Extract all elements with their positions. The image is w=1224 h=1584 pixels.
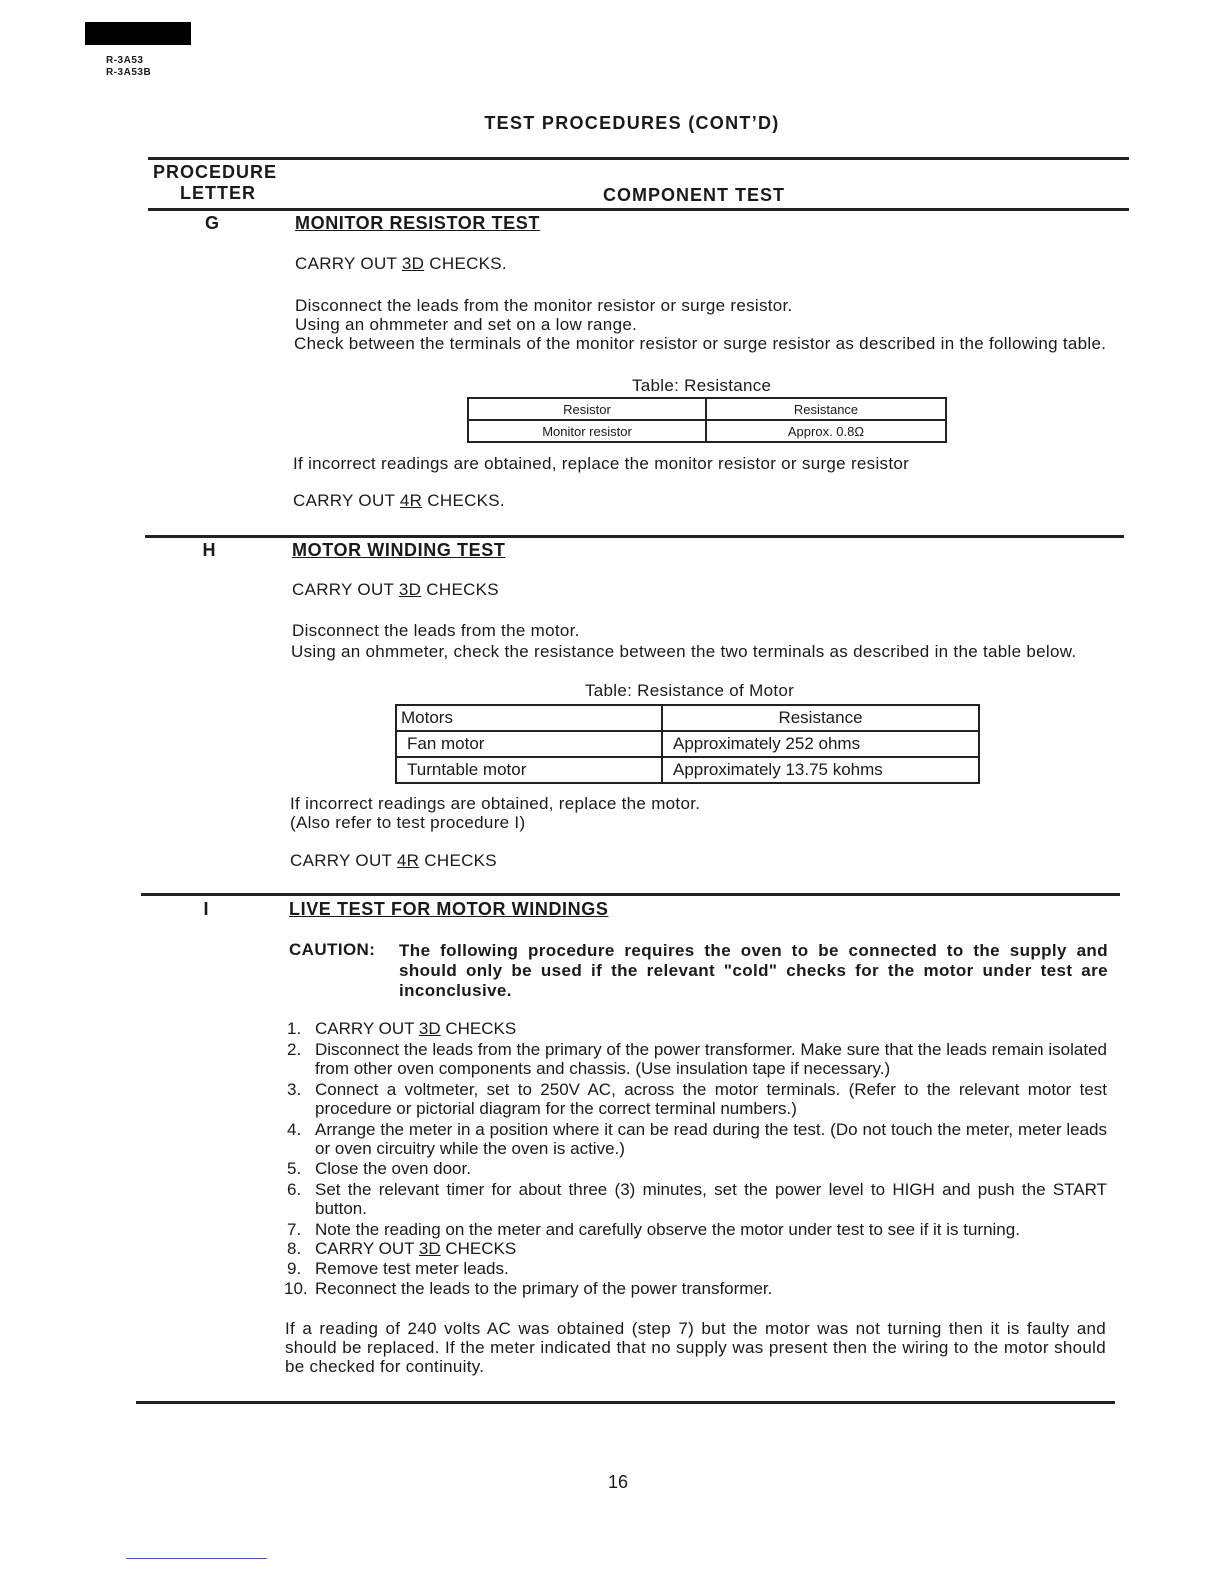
instruction-line: (Also refer to test procedure I) xyxy=(290,813,526,832)
table-header-row xyxy=(396,705,979,731)
section-rule xyxy=(145,535,1124,538)
procedure-letter-h: H xyxy=(202,540,216,560)
instruction-line: Check between the terminals of the monitor resistor or surge resistor as described in the following table. xyxy=(294,334,1107,353)
component-test-header: COMPONENT TEST xyxy=(603,185,786,205)
table-cell: Monitor resistor xyxy=(468,420,706,442)
instruction-line: If incorrect readings are obtained, replace the motor. xyxy=(290,794,701,813)
carry-out-3d: CARRY OUT 3D CHECKS. xyxy=(295,254,507,273)
bottom-rule xyxy=(136,1401,1115,1404)
table-cell: Approximately 13.75 kohms xyxy=(662,757,979,783)
table-cell: Approximately 252 ohms xyxy=(662,731,979,757)
section-title-motor-winding: MOTOR WINDING TEST xyxy=(292,540,506,560)
instruction-line: If incorrect readings are obtained, replace the monitor resistor or surge resistor xyxy=(293,454,910,473)
section-title-monitor-resistor: MONITOR RESISTOR TEST xyxy=(295,213,540,233)
table-row xyxy=(396,757,979,783)
table-caption: Table: Resistance of Motor xyxy=(585,681,795,700)
procedure-letter-i: I xyxy=(203,899,209,919)
carry-out-4r: CARRY OUT 4R CHECKS xyxy=(290,851,497,870)
page-number: 16 xyxy=(608,1472,629,1492)
table-header-cell: Resistance xyxy=(662,705,979,731)
page-title: TEST PROCEDURES (CONT’D) xyxy=(484,113,780,133)
top-rule xyxy=(148,157,1129,160)
instruction-line: Using an ohmmeter and set on a low range. xyxy=(295,315,638,334)
procedure-letter-g: G xyxy=(204,213,219,233)
instruction-line: Disconnect the leads from the motor. xyxy=(292,621,580,640)
table-cell: Fan motor xyxy=(396,731,662,757)
table-header-cell: Motors xyxy=(396,705,662,731)
carry-out-3d: CARRY OUT 3D CHECKS xyxy=(292,580,499,599)
section-title-live-test: LIVE TEST FOR MOTOR WINDINGS xyxy=(289,899,609,919)
procedure-letter-header-2: LETTER xyxy=(180,183,256,203)
table-header-row xyxy=(468,398,946,420)
instruction-line: Using an ohmmeter, check the resistance between the two terminals as described in the table below. xyxy=(291,642,1077,661)
carry-out-4r: CARRY OUT 4R CHECKS. xyxy=(293,491,505,510)
header-rule xyxy=(148,208,1129,211)
table-header-cell: Resistance xyxy=(706,398,946,420)
conclusion-paragraph: If a reading of 240 volts AC was obtained (step 7) but the motor was not turning then it is faulty and should be replaced. If the meter indicated that no supply was present then the wiring to the motor should be checked for continuity. xyxy=(285,1319,1106,1376)
resistance-table xyxy=(467,397,947,443)
motor-resistance-table xyxy=(395,704,980,784)
table-cell: Turntable motor xyxy=(396,757,662,783)
caution-text: The following procedure requires the oven to be connected to the supply and should only be used if the relevant "cold" checks for the motor under test are inconclusive. xyxy=(399,941,1108,1000)
corner-marker xyxy=(85,22,191,45)
scan-edge-line xyxy=(126,1558,267,1559)
caution-label: CAUTION: xyxy=(289,940,376,959)
model-number: R-3A53 xyxy=(106,55,144,66)
section-rule xyxy=(141,893,1120,896)
model-number: R-3A53B xyxy=(106,67,152,78)
table-header-cell: Resistor xyxy=(468,398,706,420)
procedure-letter-header-1: PROCEDURE xyxy=(153,162,278,182)
instruction-line: Disconnect the leads from the monitor resistor or surge resistor. xyxy=(295,296,793,315)
table-row xyxy=(468,420,946,442)
table-row xyxy=(396,731,979,757)
table-caption: Table: Resistance xyxy=(632,376,772,395)
table-cell: Approx. 0.8Ω xyxy=(706,420,946,442)
